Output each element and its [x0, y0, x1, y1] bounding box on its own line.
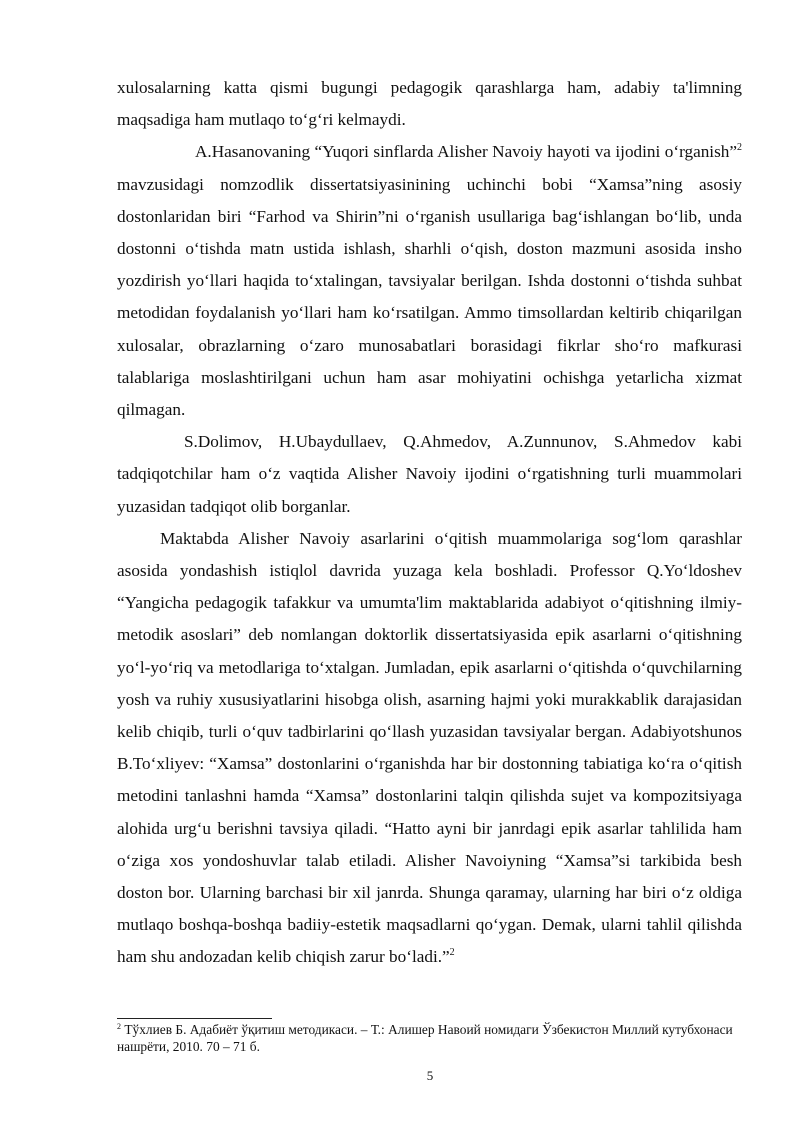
footnote-separator: [117, 1018, 272, 1019]
footnote-marker: 2: [117, 1022, 121, 1031]
page-number: 5: [426, 1068, 434, 1083]
footnote-text: Тўхлиев Б. Адабиёт ўқитиш методикаси. – Т.: Алишер Навоий номидаги Ўзбекистон Миллий кутубхонаси нашрёти, 2010. 70 – 71 б.: [117, 1022, 733, 1054]
paragraph: [117, 72, 742, 136]
footnote-reference: 2: [449, 947, 455, 959]
footnote-reference: 2: [737, 142, 742, 154]
footnote: [117, 1021, 742, 1055]
paragraph-text: S.Dolimov, H.Ubaydullaev, Q.Ahmedov, A.Zunnunov, S.Ahmedov kabi tadqiqotchilar ham o‘z vaqtida Alisher Navoiy ijodini o‘rgatishning turli muammolari yuzasidan tadqiqot olib borganlar.: [117, 432, 742, 516]
paragraph-text: A.Hasanovaning “Yuqori sinflarda Alisher Navoiy hayoti va ijodini o‘rganish”: [195, 142, 737, 162]
paragraph: [117, 136, 742, 426]
paragraph-text: mavzusidagi nomzodlik dissertatsiyasinining uchinchi bobi “Xamsa”ning asosiy dostonlaridan biri “Farhod va Shirin”ni o‘rganish usullariga bag‘ishlangan bo‘lib, unda dostonni o‘tishda matn ustida ishlash, sharhli o‘qish, doston mazmuni asosida insho yozdirish yo‘llari haqida to‘xtalingan, tavsiyalar berilgan. Ishda dostonni o‘tishda suhbat metodidan foydalanish yo‘llari ham ko‘rsatilgan. Ammo timsollardan keltirib chiqarilgan xulosalar, obrazlarning o‘zaro munosabatlari borasidagi fikrlar sho‘ro mafkurasi talablariga moslashtirilgani uchun ham asar mohiyatini ochishga yetarlicha xizmat qilmagan.: [117, 174, 742, 420]
paragraph-text: xulosalarning katta qismi bugungi pedagogik qarashlarga ham, adabiy ta'limning maqsadiga ham mutlaqo to‘g‘ri kelmaydi.: [117, 78, 742, 130]
paragraph: [117, 523, 742, 974]
paragraph: [117, 426, 742, 523]
paragraph-text: Maktabda Alisher Navoiy asarlarini o‘qitish muammolariga sog‘lom qarashlar asosida yondashish istiqlol davrida yuzaga kela boshladi. Professor Q.Yo‘ldoshev “Yangicha pedagogik tafakkur va umumta'lim maktablarida adabiyot o‘qitishning ilmiy-metodik asoslari” deb nomlangan doktorlik dissertatsiyasida epik asarlarni o‘qitishning yo‘l-yo‘riq va metodlariga to‘xtalgan. Jumladan, epik asarlarni o‘qitishda o‘quvchilarning yosh va ruhiy xususiyatlarini hisobga olish, asarning hajmi yoki murakkablik darajasidan kelib chiqib, turli o‘quv tadbirlarini qo‘llash yuzasidan tavsiyalar bergan. Adabiyotshunos B.To‘xliyev: “Xamsa” dostonlarini o‘rganishda har bir dostonning tabiatiga ko‘ra o‘qitish metodini tanlashni hamda “Xamsa” dostonlarini talqin qilishda sujet va kompozitsiyaga alohida urg‘u berishni tavsiya qiladi. “Hatto ayni bir janrdagi epik asarlar tahlilida ham o‘ziga xos yondoshuvlar talab etiladi. Alisher Navoiyning “Xamsa”si tarkibida besh doston bor. Ularning barchasi bir xil janrda. Shunga qaramay, ularning har biri o‘z oldiga mutlaqo boshqa-boshqa badiiy-estetik maqsadlarni qo‘ygan. Demak, ularni tahlil qilishda ham shu andozadan kelib chiqish zarur bo‘ladi.”: [117, 528, 742, 967]
body-text: [117, 72, 742, 974]
